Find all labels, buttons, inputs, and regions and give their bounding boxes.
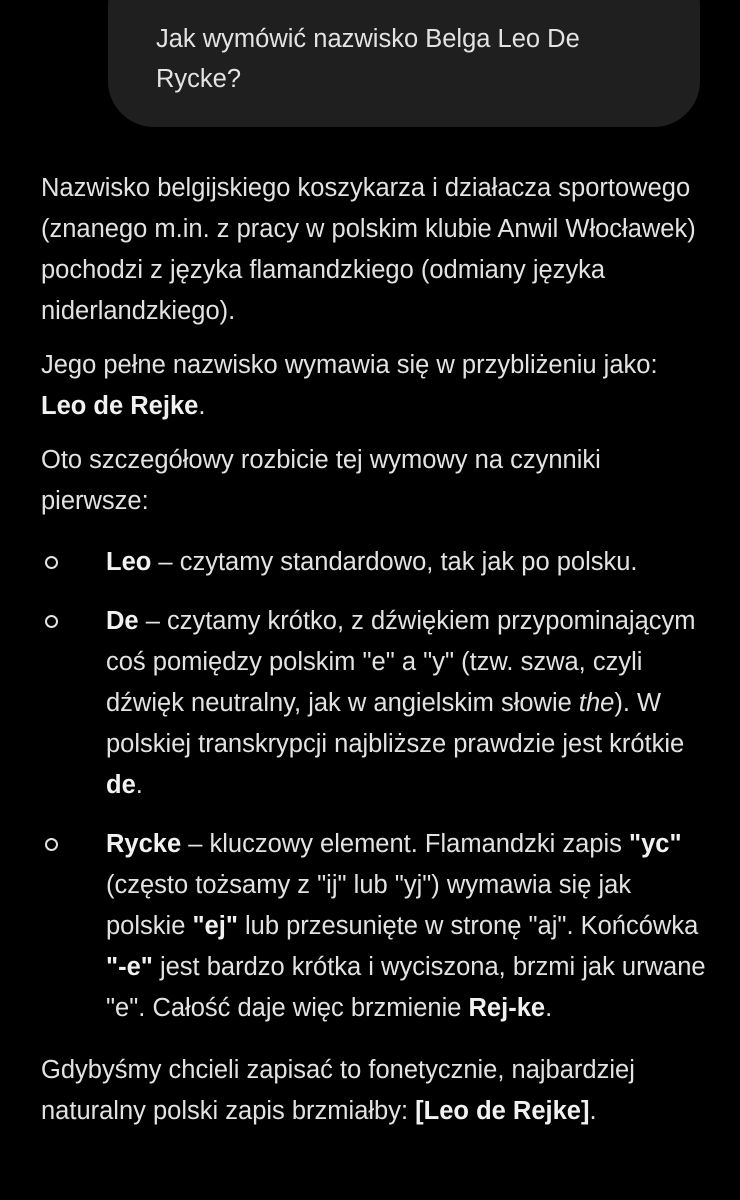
response-full-name-paragraph <box>41 345 706 427</box>
de-italic-word: the <box>578 689 615 717</box>
term-leo: Leo <box>106 548 152 576</box>
full-name-bold: Leo de Rejke <box>41 392 199 420</box>
rycke-bold-yc: "yc" <box>629 830 682 858</box>
conclusion-bold: [Leo de Rejke] <box>415 1097 590 1125</box>
bullet-circle-icon <box>45 838 58 851</box>
rycke-bold-end: Rej-ke <box>468 994 546 1022</box>
list-item-de <box>41 601 706 806</box>
leo-description: – czytamy standardowo, tak jak po polsku. <box>151 548 638 576</box>
rycke-description-d: jest bardzo krótka i wyciszona, brzmi jak urwane "e". Całość daje więc brzmienie <box>106 953 706 1022</box>
de-description-a: – czytamy krótko, z dźwiękiem przypominającym coś pomiędzy polskim "e" a "y" (tzw. szwa, czyli dźwięk neutralny, jak w angielskim słowie <box>106 607 696 717</box>
rycke-description-b: (często tożsamy z "ij" lub "yj") wymawia się jak polskie <box>106 871 632 940</box>
rycke-bold-e: "-e" <box>106 953 153 981</box>
list-item-rycke <box>41 824 706 1029</box>
de-description-b: ). W polskiej transkrypcji najbliższe prawdzie jest krótkie <box>106 689 685 758</box>
list-item-leo <box>41 542 706 583</box>
response-intro-paragraph: Nazwisko belgijskiego koszykarza i działacza sportowego (znanego m.in. z pracy w polskim klubie Anwil Włocławek) pochodzi z języka flamandzkiego (odmiany języka niderlandzkiego). <box>41 174 696 325</box>
term-de: De <box>106 607 139 635</box>
term-rycke: Rycke <box>106 830 182 858</box>
conclusion-end: . <box>589 1097 597 1125</box>
rycke-bold-ej: "ej" <box>192 912 238 940</box>
bullet-circle-icon <box>45 615 58 628</box>
de-bold-end: de <box>106 771 136 799</box>
user-message-line-2: Rycke? <box>156 65 242 93</box>
user-message-line-1: Jak wymówić nazwisko Belga Leo De <box>156 25 580 53</box>
response-detail-intro: Oto szczegółowy rozbicie tej wymowy na czynniki pierwsze: <box>41 446 601 515</box>
full-name-end: . <box>198 392 206 420</box>
user-message-bubble <box>108 0 700 127</box>
rycke-description-c: lub przesunięte w stronę "aj". Końcówka <box>237 912 699 940</box>
full-name-text: Jego pełne nazwisko wymawia się w przybliżeniu jako: <box>41 351 658 379</box>
response-conclusion-paragraph <box>41 1050 706 1132</box>
pronunciation-list <box>41 542 706 1029</box>
rycke-description-a: – kluczowy element. Flamandzki zapis <box>181 830 629 858</box>
conclusion-text: Gdybyśmy chcieli zapisać to fonetycznie, najbardziej naturalny polski zapis brzmiałby: <box>41 1056 635 1125</box>
de-end: . <box>135 771 143 799</box>
rycke-end: . <box>545 994 553 1022</box>
assistant-response <box>41 168 706 1132</box>
bullet-circle-icon <box>45 556 58 569</box>
